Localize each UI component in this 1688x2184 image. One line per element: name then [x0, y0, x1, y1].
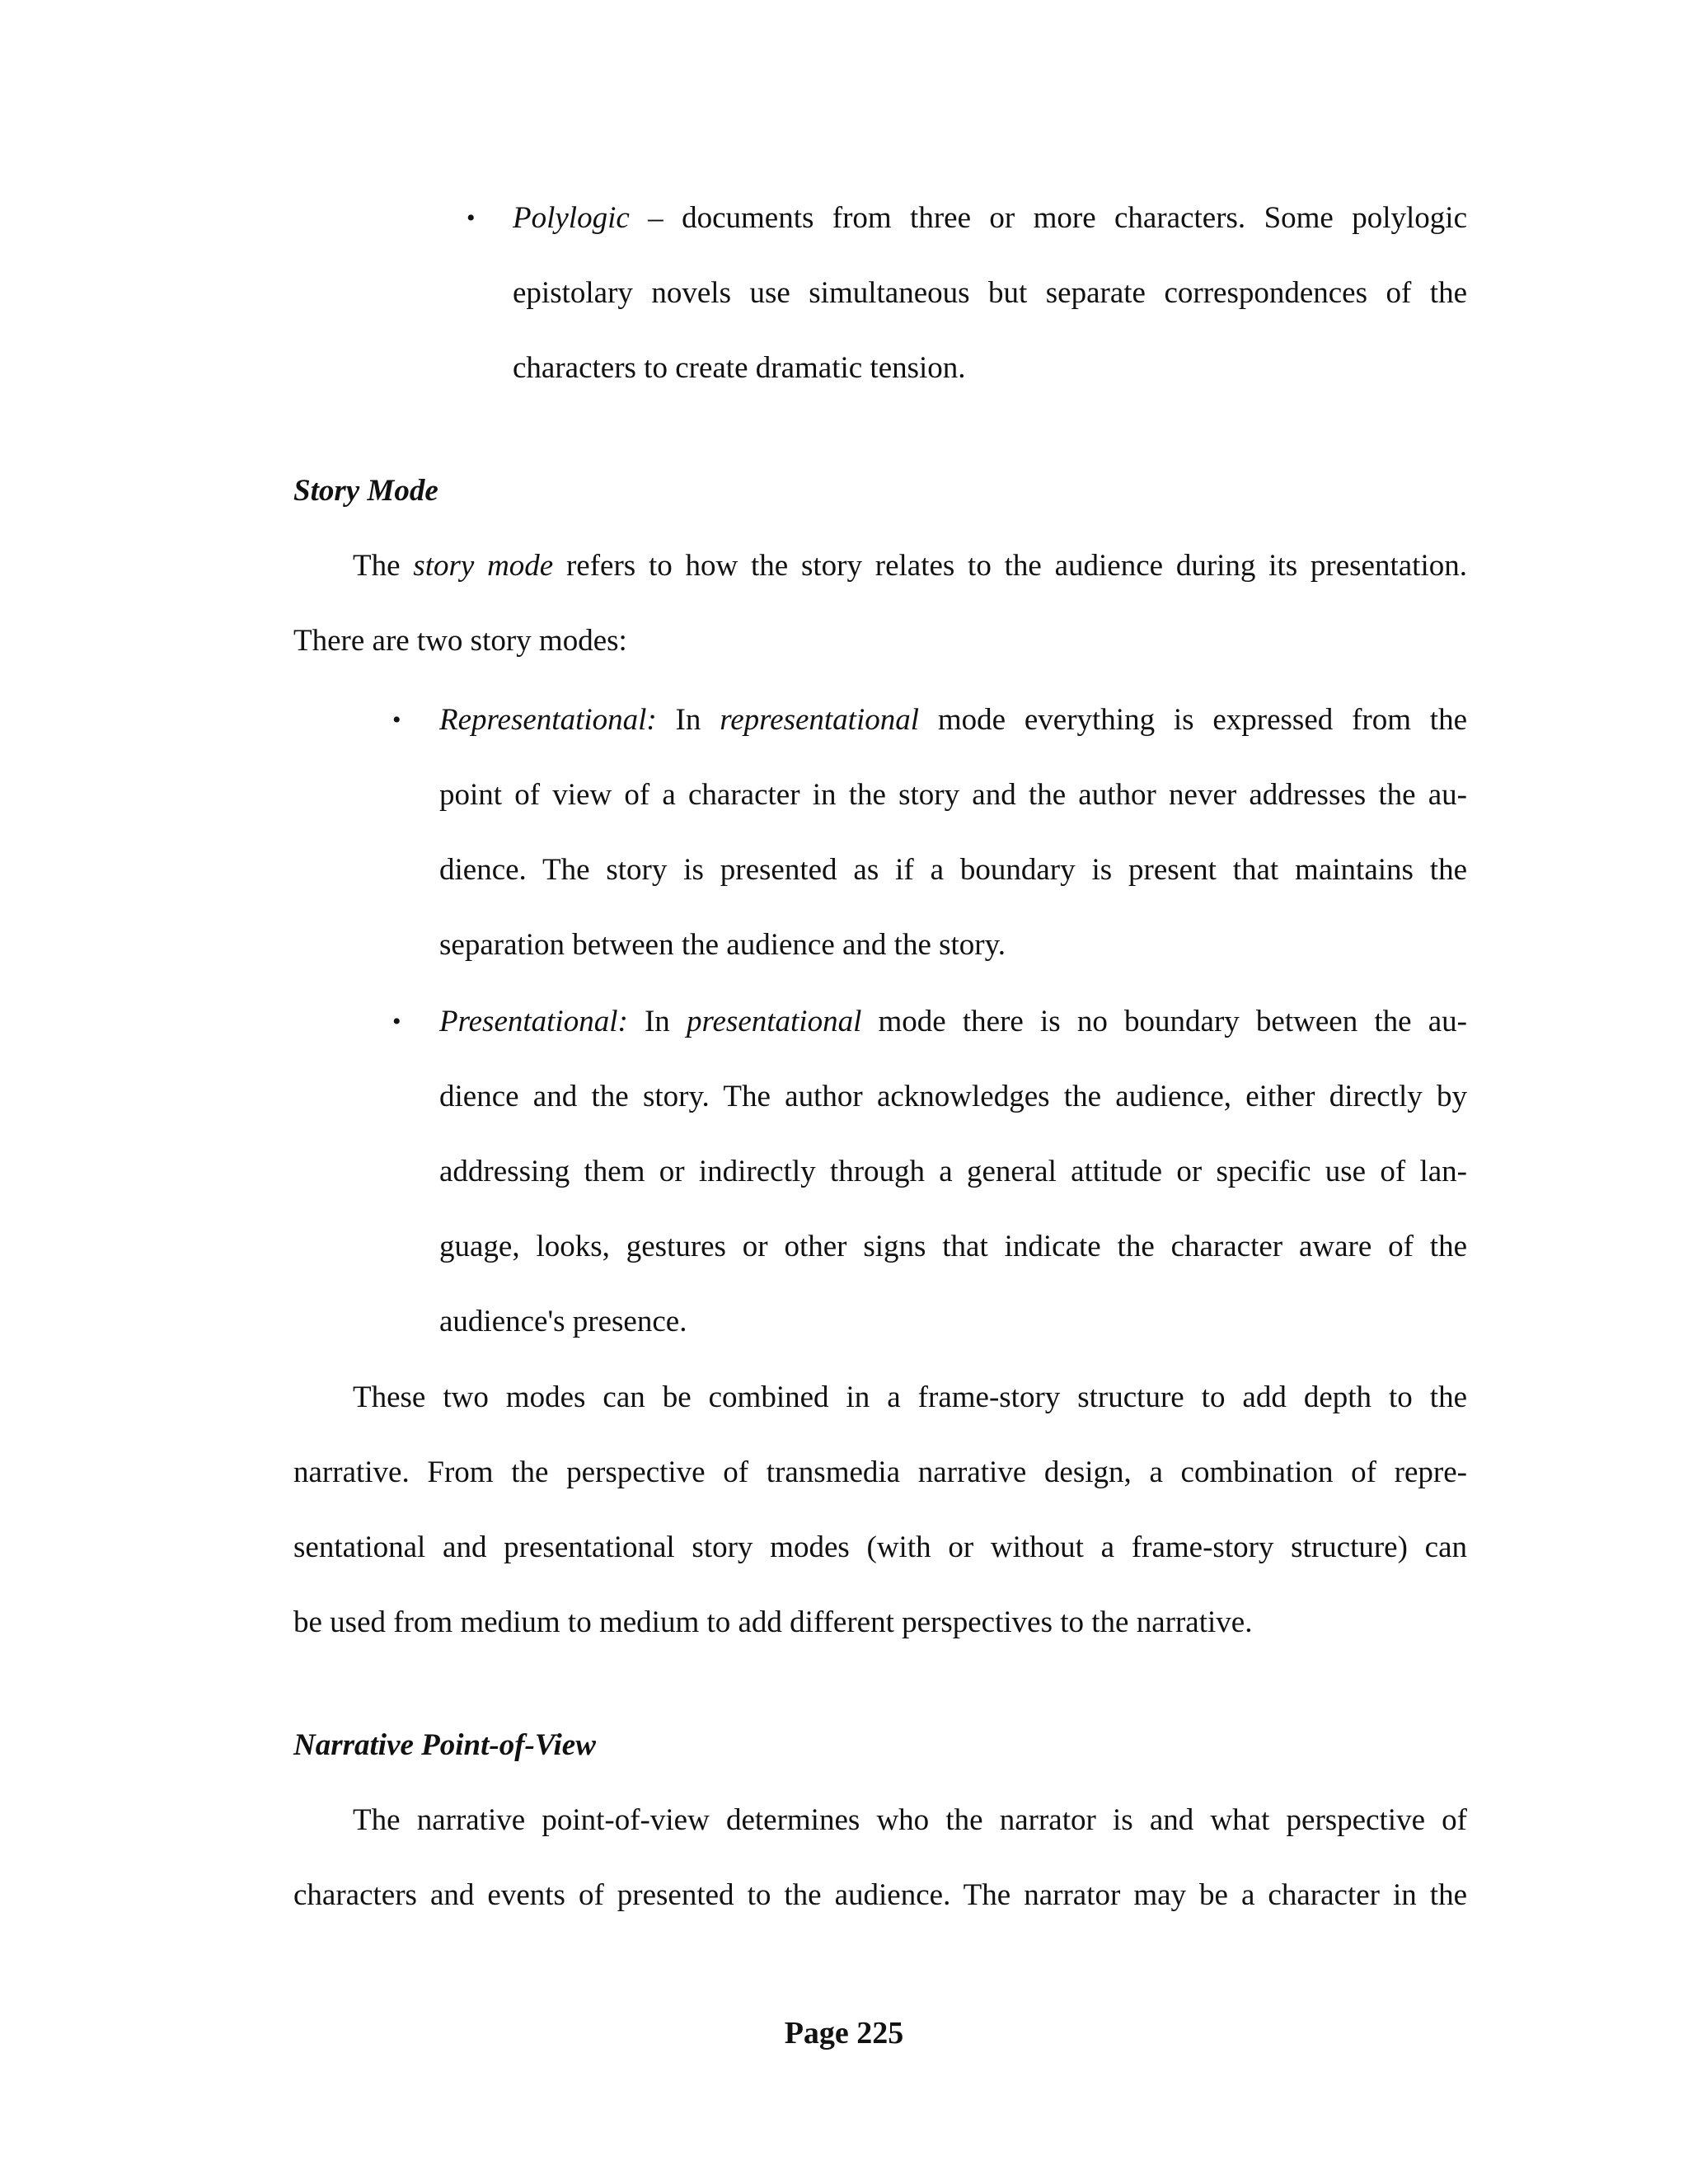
presentational-line-4: guage, looks, gestures or other signs that indicate the character aware of the: [439, 1230, 1467, 1263]
presentational-line-5: audience's presence.: [439, 1305, 687, 1338]
presentational-line-1: Presentational: In presentational mode there is no boundary between the au-: [439, 1005, 1467, 1038]
polylogic-line-2: epistolary novels use simultaneous but separate correspondences of the: [513, 276, 1467, 310]
bullet-presentational: •: [392, 1008, 401, 1035]
representational-line-2: point of view of a character in the story and the author never addresses the au-: [439, 778, 1467, 812]
story-mode-intro-line-1: The story mode refers to how the story relates to the audience during its presentation.: [353, 549, 1467, 583]
combo-line-1: These two modes can be combined in a frame-story structure to add depth to the: [353, 1380, 1467, 1414]
story-mode-intro-line-2: There are two story modes:: [293, 624, 627, 658]
combo-line-2: narrative. From the perspective of transmedia narrative design, a combination of repre-: [293, 1455, 1467, 1489]
representational-line-1: Representational: In representational mode everything is expressed from the: [439, 703, 1467, 737]
combo-line-4: be used from medium to medium to add different perspectives to the narrative.: [293, 1605, 1253, 1639]
presentational-term: Presentational:: [439, 1005, 628, 1038]
page-number: Page 225: [784, 2016, 904, 2050]
combo-line-3: sentational and presentational story modes (with or without a frame-story structure) can: [293, 1530, 1467, 1564]
presentational-line-3: addressing them or indirectly through a general attitude or specific use of lan-: [439, 1155, 1467, 1188]
bullet-representational: •: [392, 706, 401, 733]
presentational-line-2: dience and the story. The author acknowledges the audience, either directly by: [439, 1080, 1467, 1113]
polylogic-line-3: characters to create dramatic tension.: [513, 351, 966, 385]
pov-line-2: characters and events of presented to the audience. The narrator may be a character in the: [293, 1878, 1467, 1912]
representational-term: Representational:: [439, 703, 657, 737]
pov-heading: Narrative Point-of-View: [293, 1728, 596, 1762]
polylogic-line-1: Polylogic – documents from three or more characters. Some polylogic: [513, 201, 1467, 235]
story-mode-heading: Story Mode: [293, 474, 438, 508]
representational-line-4: separation between the audience and the story.: [439, 928, 1006, 962]
representational-line-3: dience. The story is presented as if a boundary is present that maintains the: [439, 853, 1467, 887]
polylogic-term: Polylogic: [513, 201, 630, 235]
bullet-polylogic: •: [467, 204, 476, 232]
pov-line-1: The narrative point-of-view determines who the narrator is and what perspective of: [353, 1803, 1467, 1837]
